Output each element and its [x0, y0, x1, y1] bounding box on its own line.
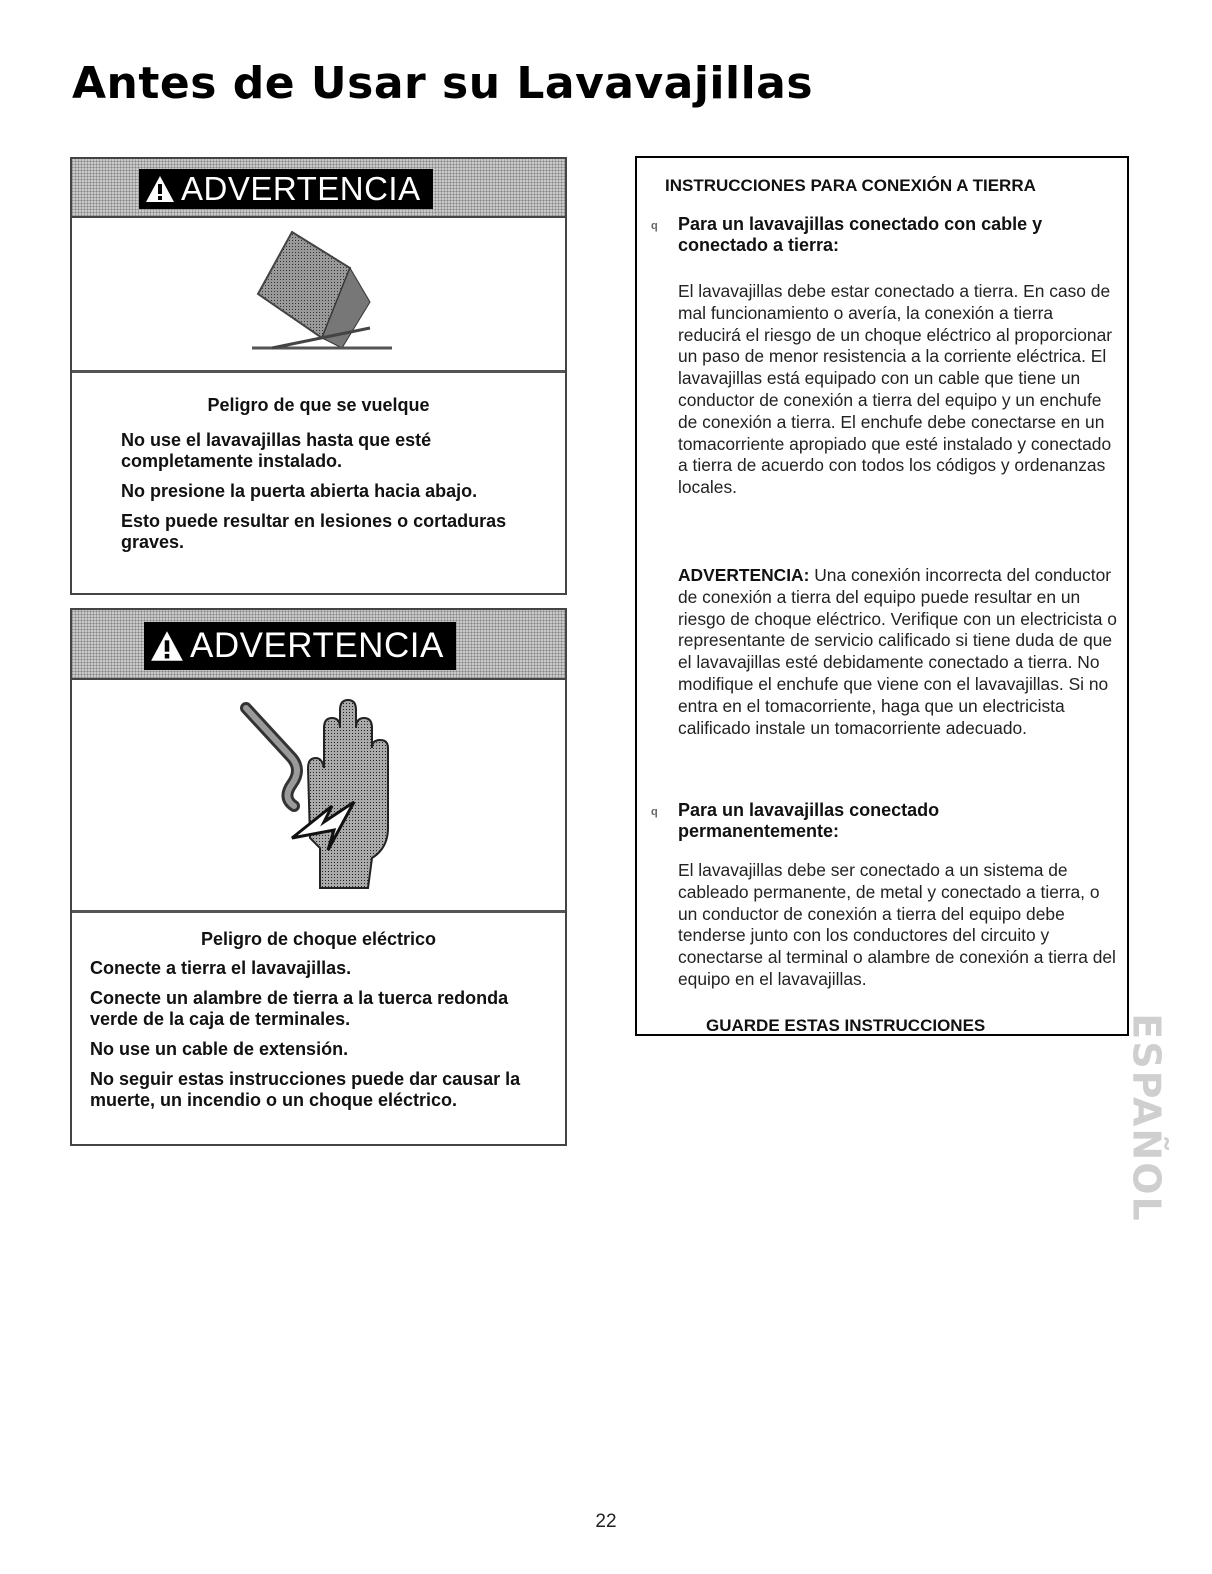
- cord-connected-heading: [651, 214, 1098, 256]
- warning-header: [72, 159, 565, 216]
- warning-line: Conecte a tierra el lavavajillas.: [90, 958, 352, 978]
- warning-line: Conecte un alambre de tierra a la tuerca redonda verde de la caja de terminales.: [90, 988, 509, 1029]
- shock-warning-panel: [70, 608, 567, 1146]
- permanent-heading-text: Para un lavavajillas conectado permanentemente:: [678, 800, 940, 841]
- warning-line: No use el lavavajillas hasta que esté completamente instalado.: [121, 430, 432, 471]
- page-title: Antes de Usar su Lavavajillas: [72, 58, 814, 109]
- warning-line: No presione la puerta abierta hacia abajo.: [121, 481, 478, 501]
- warning-label: [139, 169, 433, 209]
- warning-pictogram-area: [72, 678, 565, 913]
- page-number: 22: [595, 1511, 617, 1532]
- warning-label-text: ADVERTENCIA: [181, 170, 421, 207]
- alert-triangle-icon: [145, 174, 175, 204]
- bullet-icon: q: [651, 806, 658, 818]
- grounding-instructions-box: [635, 156, 1129, 1036]
- language-side-tab: [1124, 998, 1170, 1238]
- warning-line: Esto puede resultar en lesiones o cortaduras graves.: [121, 511, 507, 552]
- warning-line: No use un cable de extensión.: [90, 1039, 349, 1059]
- permanent-body: El lavavajillas debe ser conectado a un sistema de cableado permanente, de metal y conectado a tierra, o un conductor de conexión a tierra del equipo debe tenderse junto con los conductores del circuito y conectarse al terminal o alambre de conexión a tierra del equipo en el lavavajillas.: [678, 860, 1116, 989]
- grounding-warning-paragraph: [678, 565, 1118, 739]
- cord-connected-heading-text: Para un lavavajillas conectado con cable y conectado a tierra:: [678, 214, 1043, 255]
- hazard-title: Peligro de que se vuelque: [207, 395, 430, 415]
- grounding-warning-body: Una conexión incorrecta del conductor de conexión a tierra del equipo puede resultar en un riesgo de choque eléctrico. Verifique con un electricista o representante de servicio calificado si tiene duda de que el lavavajillas esté debidamente conectado a tierra. No modifique el enchufe que viene con el lavavajillas. Si no entra en el tomacorriente, haga que un electricista calificado instale un tomacorriente adecuado.: [678, 565, 1117, 738]
- electric-shock-hand-icon: [232, 688, 412, 903]
- warning-pictogram-area: [72, 216, 565, 373]
- grounding-warning-label: ADVERTENCIA:: [678, 565, 810, 585]
- warning-line: No seguir estas instrucciones puede dar causar la muerte, un incendio o un choque eléctrico.: [90, 1069, 521, 1110]
- permanent-heading: [651, 800, 1038, 842]
- tip-over-warning-panel: [70, 157, 567, 595]
- grounding-title: INSTRUCCIONES PARA CONEXIÓN A TIERRA: [665, 176, 1036, 195]
- warning-header: [72, 610, 565, 678]
- warning-label-text: ADVERTENCIA: [190, 626, 444, 665]
- language-side-tab-text: ESPAÑOL: [1125, 1013, 1170, 1223]
- alert-triangle-icon: [150, 629, 184, 663]
- warning-label: [144, 622, 456, 670]
- bullet-icon: q: [651, 220, 658, 232]
- hazard-title: Peligro de choque eléctrico: [200, 929, 437, 949]
- tipping-dishwasher-icon: [232, 228, 412, 363]
- cord-connected-body: El lavavajillas debe estar conectado a tierra. En caso de mal funcionamiento o avería, la conexión a tierra reducirá el riesgo de un choque eléctrico al proporcionar un paso de menor resistencia a la corriente eléctrica. El lavavajillas está equipado con un cable que tiene un conductor de conexión a tierra del equipo y un enchufe de conexión a tierra. El enchufe debe conectarse en un tomacorriente apropiado que esté instalado y conectado a tierra de acuerdo con todos los códigos y ordenanzas locales.: [678, 281, 1113, 498]
- save-instructions: GUARDE ESTAS INSTRUCCIONES: [706, 1016, 986, 1035]
